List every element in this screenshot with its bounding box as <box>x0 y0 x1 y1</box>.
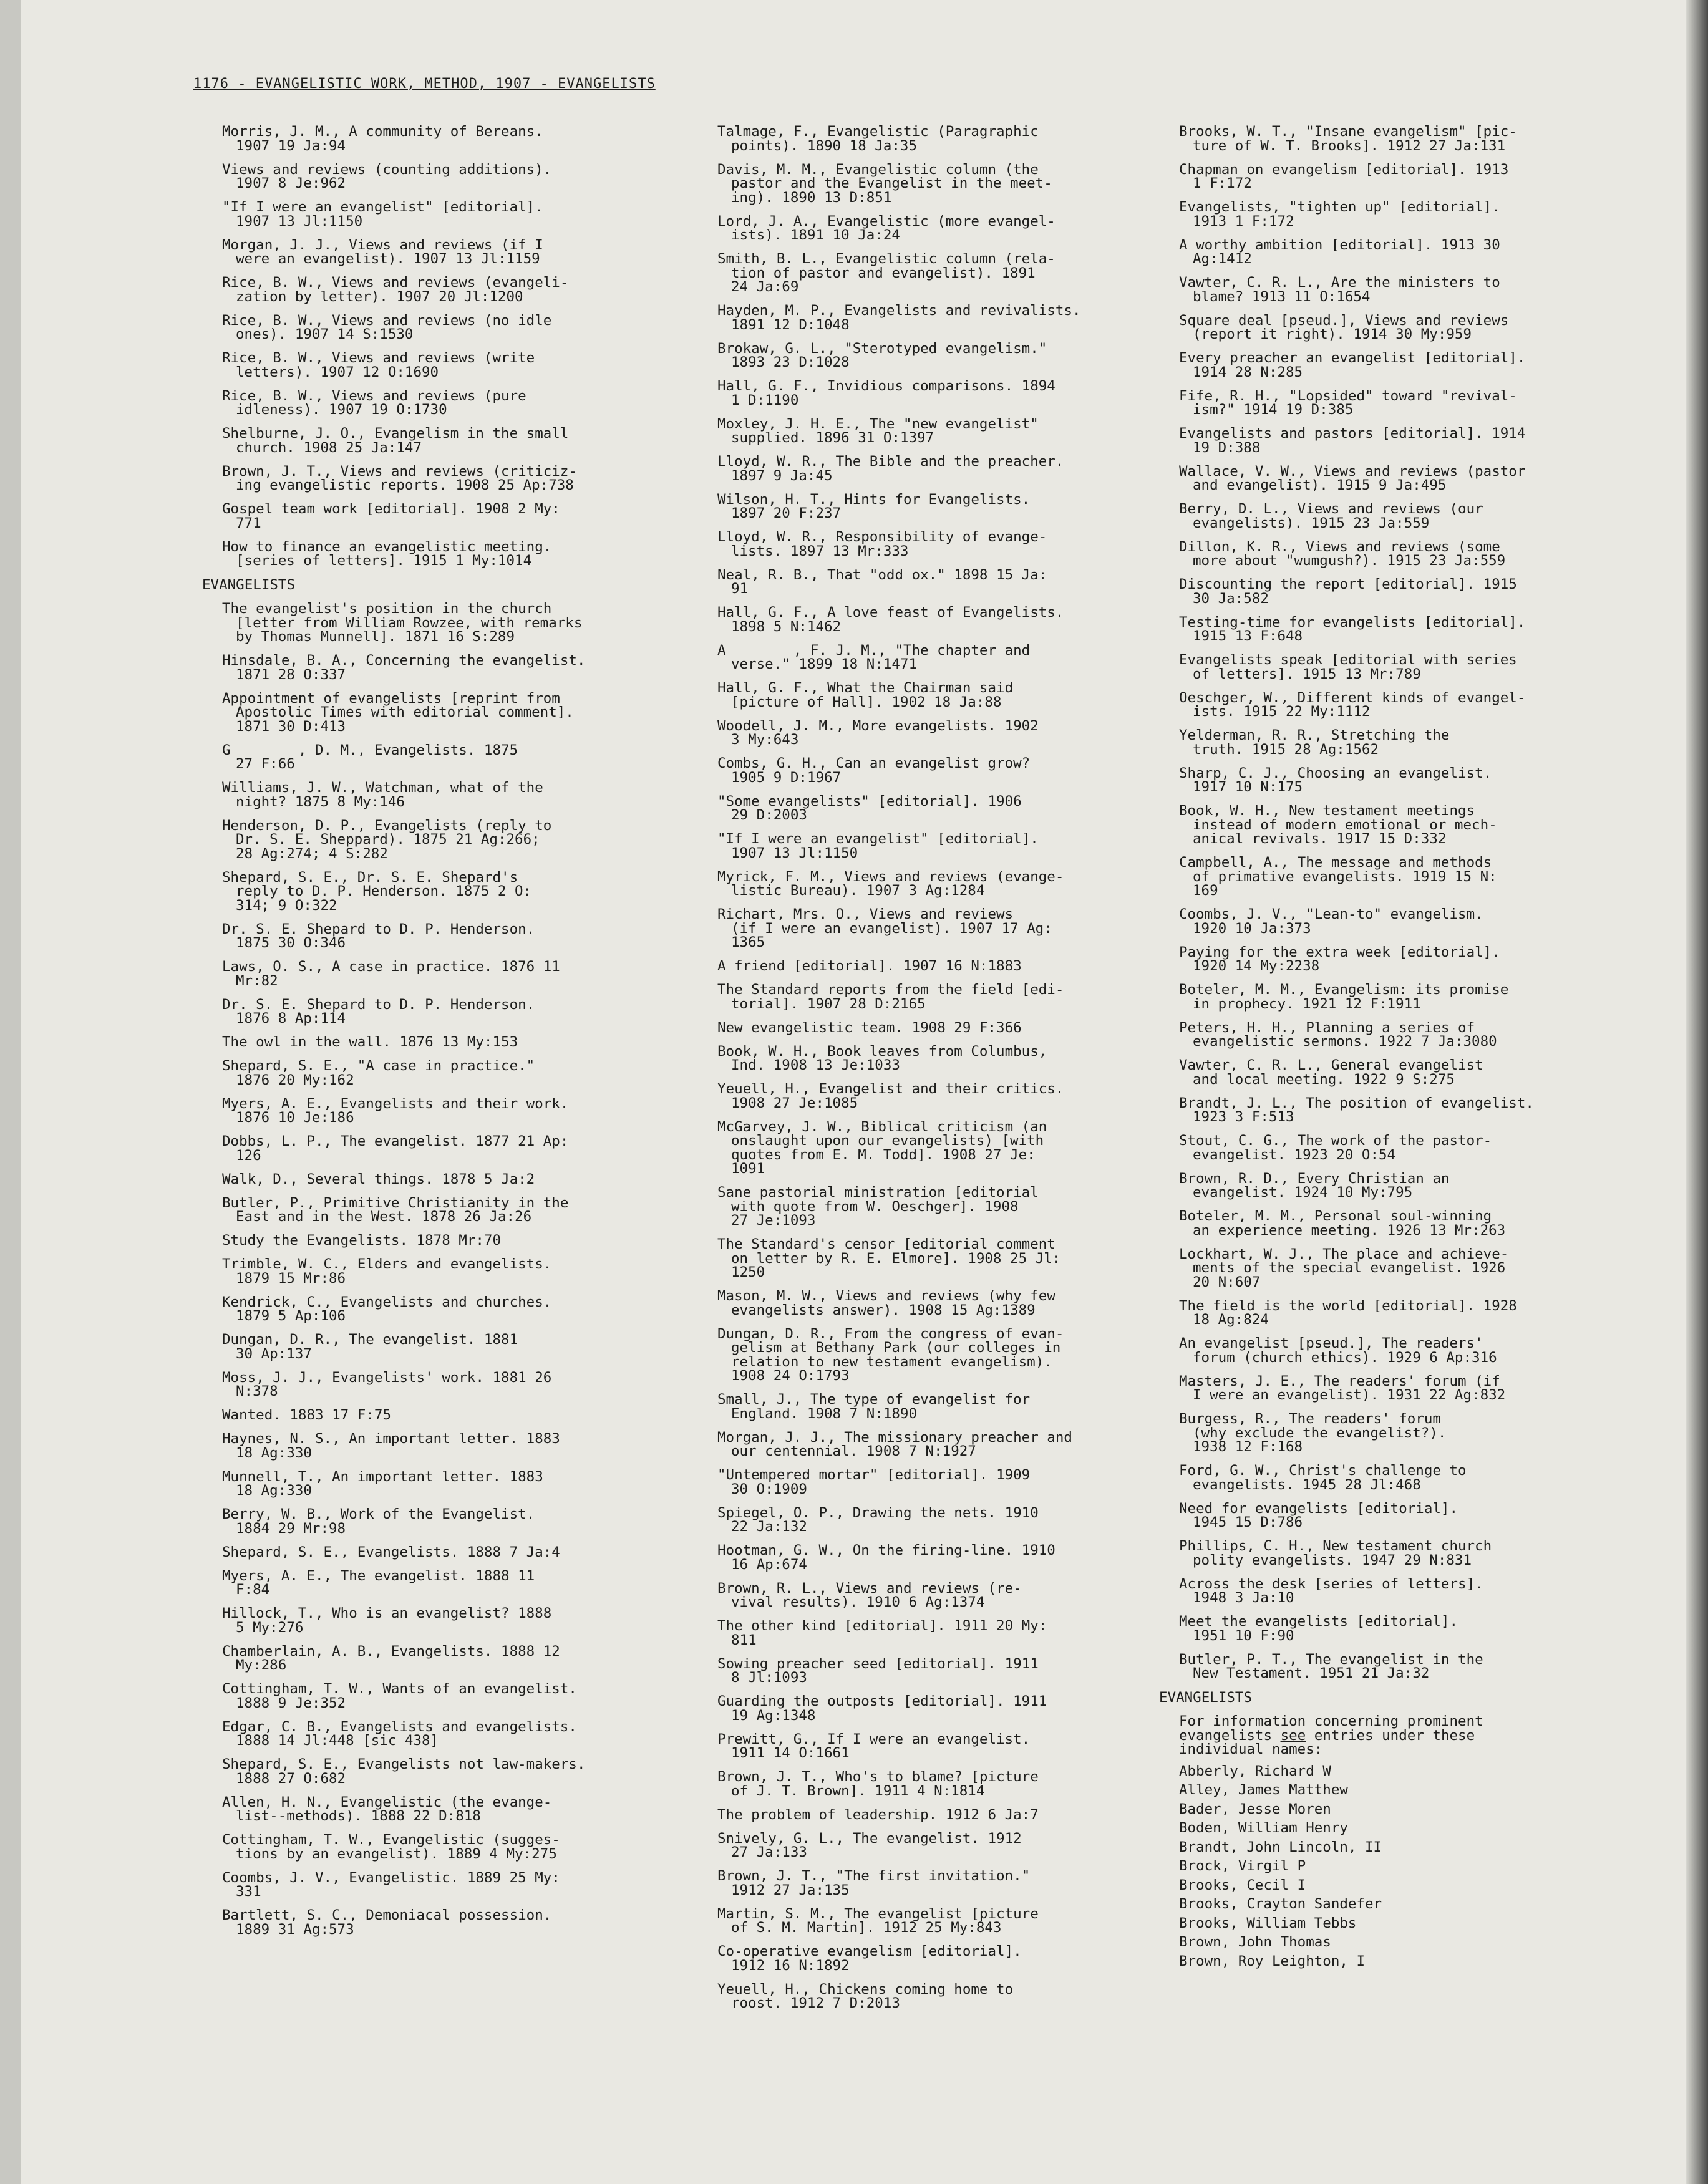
index-entry: Shepard, S. E., Evangelists not law-makers. 1888 27 O:682 <box>222 1756 586 1787</box>
evangelist-name: Brooks, Crayton Sandefer <box>1179 1896 1382 1912</box>
index-entry: Morris, J. M., A community of Bereans. 1907 19 Ja:94 <box>222 123 543 154</box>
index-entry: Campbell, A., The message and methods of primative evangelists. 1919 15 N: 169 <box>1179 854 1497 899</box>
index-entry: Myers, A. E., The evangelist. 1888 11 F:84 <box>222 1567 535 1598</box>
index-entry: Gospel team work [editorial]. 1908 2 My: 771 <box>222 501 560 531</box>
page-edge-shadow <box>1686 0 1708 2184</box>
index-entry: "If I were an evangelist" [editorial]. 1907 13 Jl:1150 <box>717 831 1039 861</box>
index-entry: Rice, B. W., Views and reviews (pure idleness). 1907 19 O:1730 <box>222 387 526 418</box>
index-entry: The evangelist's position in the church [letter from William Rowzee, with remarks by Thomas Munnell]. 1871 16 S:289 <box>222 601 583 645</box>
index-entry: Rice, B. W., Views and reviews (no idle ones). 1907 14 S:1530 <box>222 312 552 342</box>
index-entry: Across the desk [series of letters]. 1948 3 Ja:10 <box>1179 1575 1483 1606</box>
index-entry: Talmage, F., Evangelistic (Paragraphic points). 1890 18 Ja:35 <box>717 123 1039 154</box>
index-entry: Prewitt, G., If I were an evangelist. 1911 14 O:1661 <box>717 1731 1031 1761</box>
index-entry: The field is the world [editorial]. 1928 18 Ag:824 <box>1179 1297 1517 1328</box>
index-entry: Appointment of evangelists [reprint from Apostolic Times with editorial comment]. 1871 30 D:413 <box>222 690 574 735</box>
index-entry: Dungan, D. R., The evangelist. 1881 30 Ap:137 <box>222 1331 518 1362</box>
evangelist-name: Brown, Roy Leighton, I <box>1179 1953 1366 1969</box>
index-entry: Guarding the outposts [editorial]. 1911 19 Ag:1348 <box>717 1693 1047 1724</box>
index-entry: Coombs, J. V., Evangelistic. 1889 25 My: 331 <box>222 1869 560 1900</box>
index-entry: Brown, J. T., Who's to blame? [picture of J. T. Brown]. 1911 4 N:1814 <box>717 1769 1039 1799</box>
index-entry: A friend [editorial]. 1907 16 N:1883 <box>717 958 1022 974</box>
index-entry: The problem of leadership. 1912 6 Ja:7 <box>717 1806 1039 1823</box>
index-entry: Kendrick, C., Evangelists and churches. 1879 5 Ap:106 <box>222 1293 552 1324</box>
index-entry: The other kind [editorial]. 1911 20 My: 811 <box>717 1618 1047 1648</box>
index-entry: "If I were an evangelist" [editorial]. 1907 13 Jl:1150 <box>222 199 543 230</box>
index-entry: Berry, D. L., Views and reviews (our evangelists). 1915 23 Ja:559 <box>1179 501 1483 531</box>
index-entry: Shepard, S. E., "A case in practice." 1876 20 My:162 <box>222 1058 535 1088</box>
column-1-entries <box>222 602 671 1936</box>
index-entry: New evangelistic team. 1908 29 F:366 <box>717 1019 1022 1036</box>
column-1 <box>202 123 671 1946</box>
index-entry: Brown, J. T., "The first invitation." 1912 27 Ja:135 <box>717 1868 1031 1898</box>
index-entry: How to finance an evangelistic meeting. [series of letters]. 1915 1 My:1014 <box>222 538 552 569</box>
index-entry: Meet the evangelists [editorial]. 1951 10 F:90 <box>1179 1613 1458 1644</box>
index-entry: Sharp, C. J., Choosing an evangelist. 1917 10 N:175 <box>1179 765 1492 795</box>
index-entry: Evangelists speak [editorial with series of letters]. 1915 13 Mr:789 <box>1179 652 1517 682</box>
index-entry: Shepard, S. E., Dr. S. E. Shepard's reply to D. P. Henderson. 1875 2 O: 314; 9 O:322 <box>222 869 532 914</box>
index-entry: Davis, M. M., Evangelistic column (the pastor and the Evangelist in the meet- ing). 1890 13 D:851 <box>717 161 1052 206</box>
index-entry: Laws, O. S., A case in practice. 1876 11 Mr:82 <box>222 959 560 989</box>
index-entry: Wilson, H. T., Hints for Evangelists. 1897 20 F:237 <box>717 491 1031 521</box>
index-entry: Snively, G. L., The evangelist. 1912 27 Ja:133 <box>717 1830 1022 1860</box>
index-entry: Woodell, J. M., More evangelists. 1902 3 My:643 <box>717 717 1039 748</box>
index-entry: Co-operative evangelism [editorial]. 1912 16 N:1892 <box>717 1943 1022 1974</box>
index-entry: "Untempered mortar" [editorial]. 1909 30 O:1909 <box>717 1467 1031 1497</box>
index-entry: Chamberlain, A. B., Evangelists. 1888 12 My:286 <box>222 1643 560 1673</box>
index-entry: Rice, B. W., Views and reviews (write letters). 1907 12 O:1690 <box>222 350 535 380</box>
index-entry: Evangelists and pastors [editorial]. 1914 19 D:388 <box>1179 425 1526 456</box>
index-entry: Book, W. H., New testament meetings instead of modern emotional or mech- anical revivals. 1917 15 D:332 <box>1179 803 1497 847</box>
index-entry: Hayden, M. P., Evangelists and revivalists. 1891 12 D:1048 <box>717 302 1081 333</box>
column-3 <box>1159 123 1616 1973</box>
index-entry: Wanted. 1883 17 F:75 <box>222 1407 391 1423</box>
index-entry: Evangelists, "tighten up" [editorial]. 1913 1 F:172 <box>1179 199 1500 230</box>
index-entry: Allen, H. N., Evangelistic (the evange- list--methods). 1888 22 D:818 <box>222 1794 552 1824</box>
index-entry: Chapman on evangelism [editorial]. 1913 1 F:172 <box>1179 161 1509 191</box>
index-entry: Bartlett, S. C., Demoniacal possession. 1889 31 Ag:573 <box>222 1907 552 1938</box>
note-text-before: For information concerning prominent evangelists <box>1179 1713 1483 1744</box>
index-entry: Neal, R. B., That "odd ox." 1898 15 Ja: 91 <box>717 566 1047 597</box>
index-entry: Martin, S. M., The evangelist [picture of S. M. Martin]. 1912 25 My:843 <box>717 1905 1039 1936</box>
index-entry: Hall, G. F., Invidious comparisons. 1894 1 D:1190 <box>717 378 1055 408</box>
index-entry: Richart, Mrs. O., Views and reviews (if I were an evangelist). 1907 17 Ag: 1365 <box>717 906 1052 950</box>
index-entry: Cottingham, T. W., Evangelistic (sugges- tions by an evangelist). 1889 4 My:275 <box>222 1832 560 1862</box>
column-2-entries <box>717 125 1167 2011</box>
index-entry: Hootman, G. W., On the firing-line. 1910 16 Ap:674 <box>717 1542 1055 1573</box>
evangelist-name: Brown, John Thomas <box>1179 1934 1331 1950</box>
index-entry: Combs, G. H., Can an evangelist grow? 1905 9 D:1967 <box>717 755 1031 786</box>
index-entry: Small, J., The type of evangelist for England. 1908 7 N:1890 <box>717 1391 1031 1422</box>
evangelist-name: Brooks, William Tebbs <box>1179 1915 1357 1931</box>
index-entry: Lockhart, W. J., The place and achieve- ments of the special evangelist. 1926 20 N:607 <box>1179 1245 1509 1290</box>
index-entry: Views and reviews (counting additions). 1907 8 Je:962 <box>222 161 552 191</box>
index-entry: Yelderman, R. R., Stretching the truth. 1915 28 Ag:1562 <box>1179 727 1450 758</box>
index-entry: Spiegel, O. P., Drawing the nets. 1910 22 Ja:132 <box>717 1504 1039 1535</box>
index-entry: Butler, P. T., The evangelist in the New Testament. 1951 21 Ja:32 <box>1179 1651 1483 1681</box>
index-entry: Brokaw, G. L., "Sterotyped evangelism." 1893 23 D:1028 <box>717 340 1047 370</box>
index-entry: Trimble, W. C., Elders and evangelists. 1879 15 Mr:86 <box>222 1256 552 1287</box>
index-entry: Square deal [pseud.], Views and reviews (report it right). 1914 30 My:959 <box>1179 312 1509 342</box>
index-entry: Dobbs, L. P., The evangelist. 1877 21 Ap: 126 <box>222 1133 569 1164</box>
index-entry: Haynes, N. S., An important letter. 1883 18 Ag:330 <box>222 1431 560 1461</box>
index-entry: The owl in the wall. 1876 13 My:153 <box>222 1034 518 1050</box>
index-entry: Sane pastorial ministration [editorial with quote from W. Oeschger]. 1908 27 Je:1093 <box>717 1184 1039 1229</box>
index-entry: Hall, G. F., A love feast of Evangelists. 1898 5 N:1462 <box>717 604 1064 635</box>
index-entry: Mason, M. W., Views and reviews (why few evangelists answer). 1908 15 Ag:1389 <box>717 1288 1055 1318</box>
index-entry: Vawter, C. R. L., Are the ministers to blame? 1913 11 O:1654 <box>1179 274 1500 305</box>
index-entry: An evangelist [pseud.], The readers' forum (church ethics). 1929 6 Ap:316 <box>1179 1335 1497 1366</box>
note-text-after: entries under these individual names: <box>1179 1727 1475 1757</box>
index-entry: The Standard's censor [editorial comment on letter by R. E. Elmore]. 1908 25 Jl: 1250 <box>717 1236 1061 1280</box>
index-entry: A worthy ambition [editorial]. 1913 30 Ag:1412 <box>1179 236 1500 267</box>
index-entry: Boteler, M. M., Personal soul-winning an experience meeting. 1926 13 Mr:263 <box>1179 1208 1506 1239</box>
index-entry: Berry, W. B., Work of the Evangelist. 1884 29 Mr:98 <box>222 1506 535 1537</box>
index-entry: Boteler, M. M., Evangelism: its promise in prophecy. 1921 12 F:1911 <box>1179 982 1509 1012</box>
index-entry: Discounting the report [editorial]. 1915 30 Ja:582 <box>1179 576 1517 607</box>
index-entry: Yeuell, H., Chickens coming home to roost. 1912 7 D:2013 <box>717 1981 1014 2011</box>
section-heading-evangelists-names: EVANGELISTS <box>1159 1689 1253 1706</box>
index-entry: Cottingham, T. W., Wants of an evangelist. 1888 9 Je:352 <box>222 1681 577 1711</box>
index-entry: Hinsdale, B. A., Concerning the evangelist. 1871 28 O:337 <box>222 652 586 683</box>
index-entry: Fife, R. H., "Lopsided" toward "revival- ism?" 1914 19 D:385 <box>1179 387 1517 418</box>
index-entry: The Standard reports from the field [edi- torial]. 1907 28 D:2165 <box>717 982 1064 1012</box>
index-entry: Dr. S. E. Shepard to D. P. Henderson. 1875 30 O:346 <box>222 920 535 951</box>
index-entry: Dr. S. E. Shepard to D. P. Henderson. 1876 8 Ap:114 <box>222 996 535 1027</box>
index-entry: Masters, J. E., The readers' forum (if I were an evangelist). 1931 22 Ag:832 <box>1179 1373 1506 1403</box>
index-entry: Every preacher an evangelist [editorial]. 1914 28 N:285 <box>1179 350 1526 380</box>
left-margin-strip <box>0 0 21 2184</box>
index-entry: Myrick, F. M., Views and reviews (evange- listic Bureau). 1907 3 Ag:1284 <box>717 868 1064 899</box>
index-entry: Brown, R. D., Every Christian an evangelist. 1924 10 My:795 <box>1179 1170 1450 1201</box>
index-entry: Shelburne, J. O., Evangelism in the small church. 1908 25 Ja:147 <box>222 425 569 456</box>
index-entry: Oeschger, W., Different kinds of evangel- ists. 1915 22 My:1112 <box>1179 689 1526 720</box>
column-3-entries <box>1179 125 1616 1681</box>
index-entry: Stout, C. G., The work of the pastor- evangelist. 1923 20 O:54 <box>1179 1133 1492 1163</box>
index-entry: Morgan, J. J., Views and reviews (if I were an evangelist). 1907 13 Jl:1159 <box>222 236 543 267</box>
index-entry: Study the Evangelists. 1878 Mr:70 <box>222 1232 502 1249</box>
index-entry: Need for evangelists [editorial]. 1945 15 D:786 <box>1179 1500 1458 1530</box>
index-entry: "Some evangelists" [editorial]. 1906 29 D:2003 <box>717 793 1022 823</box>
index-entry: Testing-time for evangelists [editorial]. 1915 13 F:648 <box>1179 614 1526 644</box>
index-entry: Hillock, T., Who is an evangelist? 1888 5 My:276 <box>222 1605 552 1636</box>
index-entry: Phillips, C. H., New testament church polity evangelists. 1947 29 N:831 <box>1179 1538 1492 1568</box>
see-reference: see <box>1280 1727 1306 1744</box>
index-entry: Walk, D., Several things. 1878 5 Ja:2 <box>222 1171 535 1187</box>
evangelist-name: Boden, William Henry <box>1179 1820 1348 1836</box>
index-entry: Wallace, V. W., Views and reviews (pastor and evangelist). 1915 9 Ja:495 <box>1179 463 1526 493</box>
index-entry: Lloyd, W. R., Responsibility of evange- lists. 1897 13 Mr:333 <box>717 529 1047 559</box>
evangelist-name: Brooks, Cecil I <box>1179 1877 1306 1893</box>
index-entry: Yeuell, H., Evangelist and their critics. 1908 27 Je:1085 <box>717 1081 1064 1111</box>
index-entry: McGarvey, J. W., Biblical criticism (an onslaught upon our evangelists) [with quotes from E. M. Todd]. 1908 27 Je: 1091 <box>717 1118 1047 1177</box>
evangelist-names-list <box>1179 1764 1616 1969</box>
column-1-top-entries <box>222 125 671 568</box>
index-entry: Book, W. H., Book leaves from Columbus, Ind. 1908 13 Je:1033 <box>717 1043 1047 1073</box>
index-entry: Peters, H. H., Planning a series of evangelistic sermons. 1922 7 Ja:3080 <box>1179 1019 1497 1050</box>
index-entry: A , F. J. M., "The chapter and verse." 1899 18 N:1471 <box>717 642 1031 672</box>
index-entry: Moss, J. J., Evangelists' work. 1881 26 N:378 <box>222 1369 552 1399</box>
index-entry: Morgan, J. J., The missionary preacher and our centennial. 1908 7 N:1927 <box>717 1429 1072 1459</box>
index-entry: Hall, G. F., What the Chairman said [picture of Hall]. 1902 18 Ja:88 <box>717 680 1014 710</box>
index-entry: G , D. M., Evangelists. 1875 27 F:66 <box>222 742 518 772</box>
index-entry: Myers, A. E., Evangelists and their work. 1876 10 Je:186 <box>222 1095 569 1126</box>
index-entry: Brown, J. T., Views and reviews (criticiz- ing evangelistic reports. 1908 25 Ap:738 <box>222 463 577 493</box>
index-entry: Sowing preacher seed [editorial]. 1911 8 Jl:1093 <box>717 1655 1039 1686</box>
evangelist-name: Abberly, Richard W <box>1179 1762 1331 1779</box>
index-entry: Coombs, J. V., "Lean-to" evangelism. 1920 10 Ja:373 <box>1179 906 1483 937</box>
index-entry: Rice, B. W., Views and reviews (evangeli- zation by letter). 1907 20 Jl:1200 <box>222 274 569 305</box>
column-2 <box>717 125 1167 2020</box>
index-entry: Dillon, K. R., Views and reviews (some more about "wumgush?). 1915 23 Ja:559 <box>1179 538 1506 569</box>
index-entry: Lord, J. A., Evangelistic (more evangel- ists). 1891 10 Ja:24 <box>717 213 1055 243</box>
index-entry: Lloyd, W. R., The Bible and the preacher. 1897 9 Ja:45 <box>717 453 1064 484</box>
index-entry: Edgar, C. B., Evangelists and evangelists. 1888 14 Jl:448 [sic 438] <box>222 1718 577 1749</box>
index-entry: Dungan, D. R., From the congress of evan- gelism at Bethany Park (our colleges in relation to new testament evangelism). 1908 24 O:1793 <box>717 1325 1064 1384</box>
index-entry: Brown, R. L., Views and reviews (re- vival results). 1910 6 Ag:1374 <box>717 1580 1022 1610</box>
evangelist-name: Bader, Jesse Moren <box>1179 1800 1331 1817</box>
index-entry: Munnell, T., An important letter. 1883 18 Ag:330 <box>222 1468 543 1499</box>
evangelist-name: Brandt, John Lincoln, II <box>1179 1839 1382 1855</box>
index-entry: Ford, G. W., Christ's challenge to evangelists. 1945 28 Jl:468 <box>1179 1462 1467 1493</box>
index-entry: Brandt, J. L., The position of evangelist. 1923 3 F:513 <box>1179 1094 1534 1125</box>
index-entry: Williams, J. W., Watchman, what of the night? 1875 8 My:146 <box>222 780 543 810</box>
page-header: 1176 - EVANGELISTIC WORK, METHOD, 1907 - EVANGELISTS <box>193 76 656 92</box>
index-entry: Butler, P., Primitive Christianity in the East and in the West. 1878 26 Ja:26 <box>222 1194 569 1225</box>
index-entry: Shepard, S. E., Evangelists. 1888 7 Ja:4 <box>222 1544 560 1560</box>
cross-reference-note <box>1179 1714 1616 1757</box>
index-entry: Paying for the extra week [editorial]. 1920 14 My:2238 <box>1179 944 1500 974</box>
evangelist-name: Alley, James Matthew <box>1179 1782 1348 1798</box>
index-entry: Moxley, J. H. E., The "new evangelist" supplied. 1896 31 O:1397 <box>717 415 1039 446</box>
section-heading-evangelists: EVANGELISTS <box>202 576 296 593</box>
index-entry: Vawter, C. R. L., General evangelist and local meeting. 1922 9 S:275 <box>1179 1057 1483 1088</box>
index-entry: Burgess, R., The readers' forum (why exclude the evangelist?). 1938 12 F:168 <box>1179 1411 1447 1455</box>
index-entry: Smith, B. L., Evangelistic column (rela- tion of pastor and evangelist). 1891 24 Ja:69 <box>717 251 1055 295</box>
evangelist-name: Brock, Virgil P <box>1179 1858 1306 1874</box>
index-entry: Henderson, D. P., Evangelists (reply to Dr. S. E. Sheppard). 1875 21 Ag:266; 28 Ag:274; 4 S:282 <box>222 817 552 862</box>
index-entry: Brooks, W. T., "Insane evangelism" [pic- ture of W. T. Brooks]. 1912 27 Ja:131 <box>1179 123 1517 154</box>
